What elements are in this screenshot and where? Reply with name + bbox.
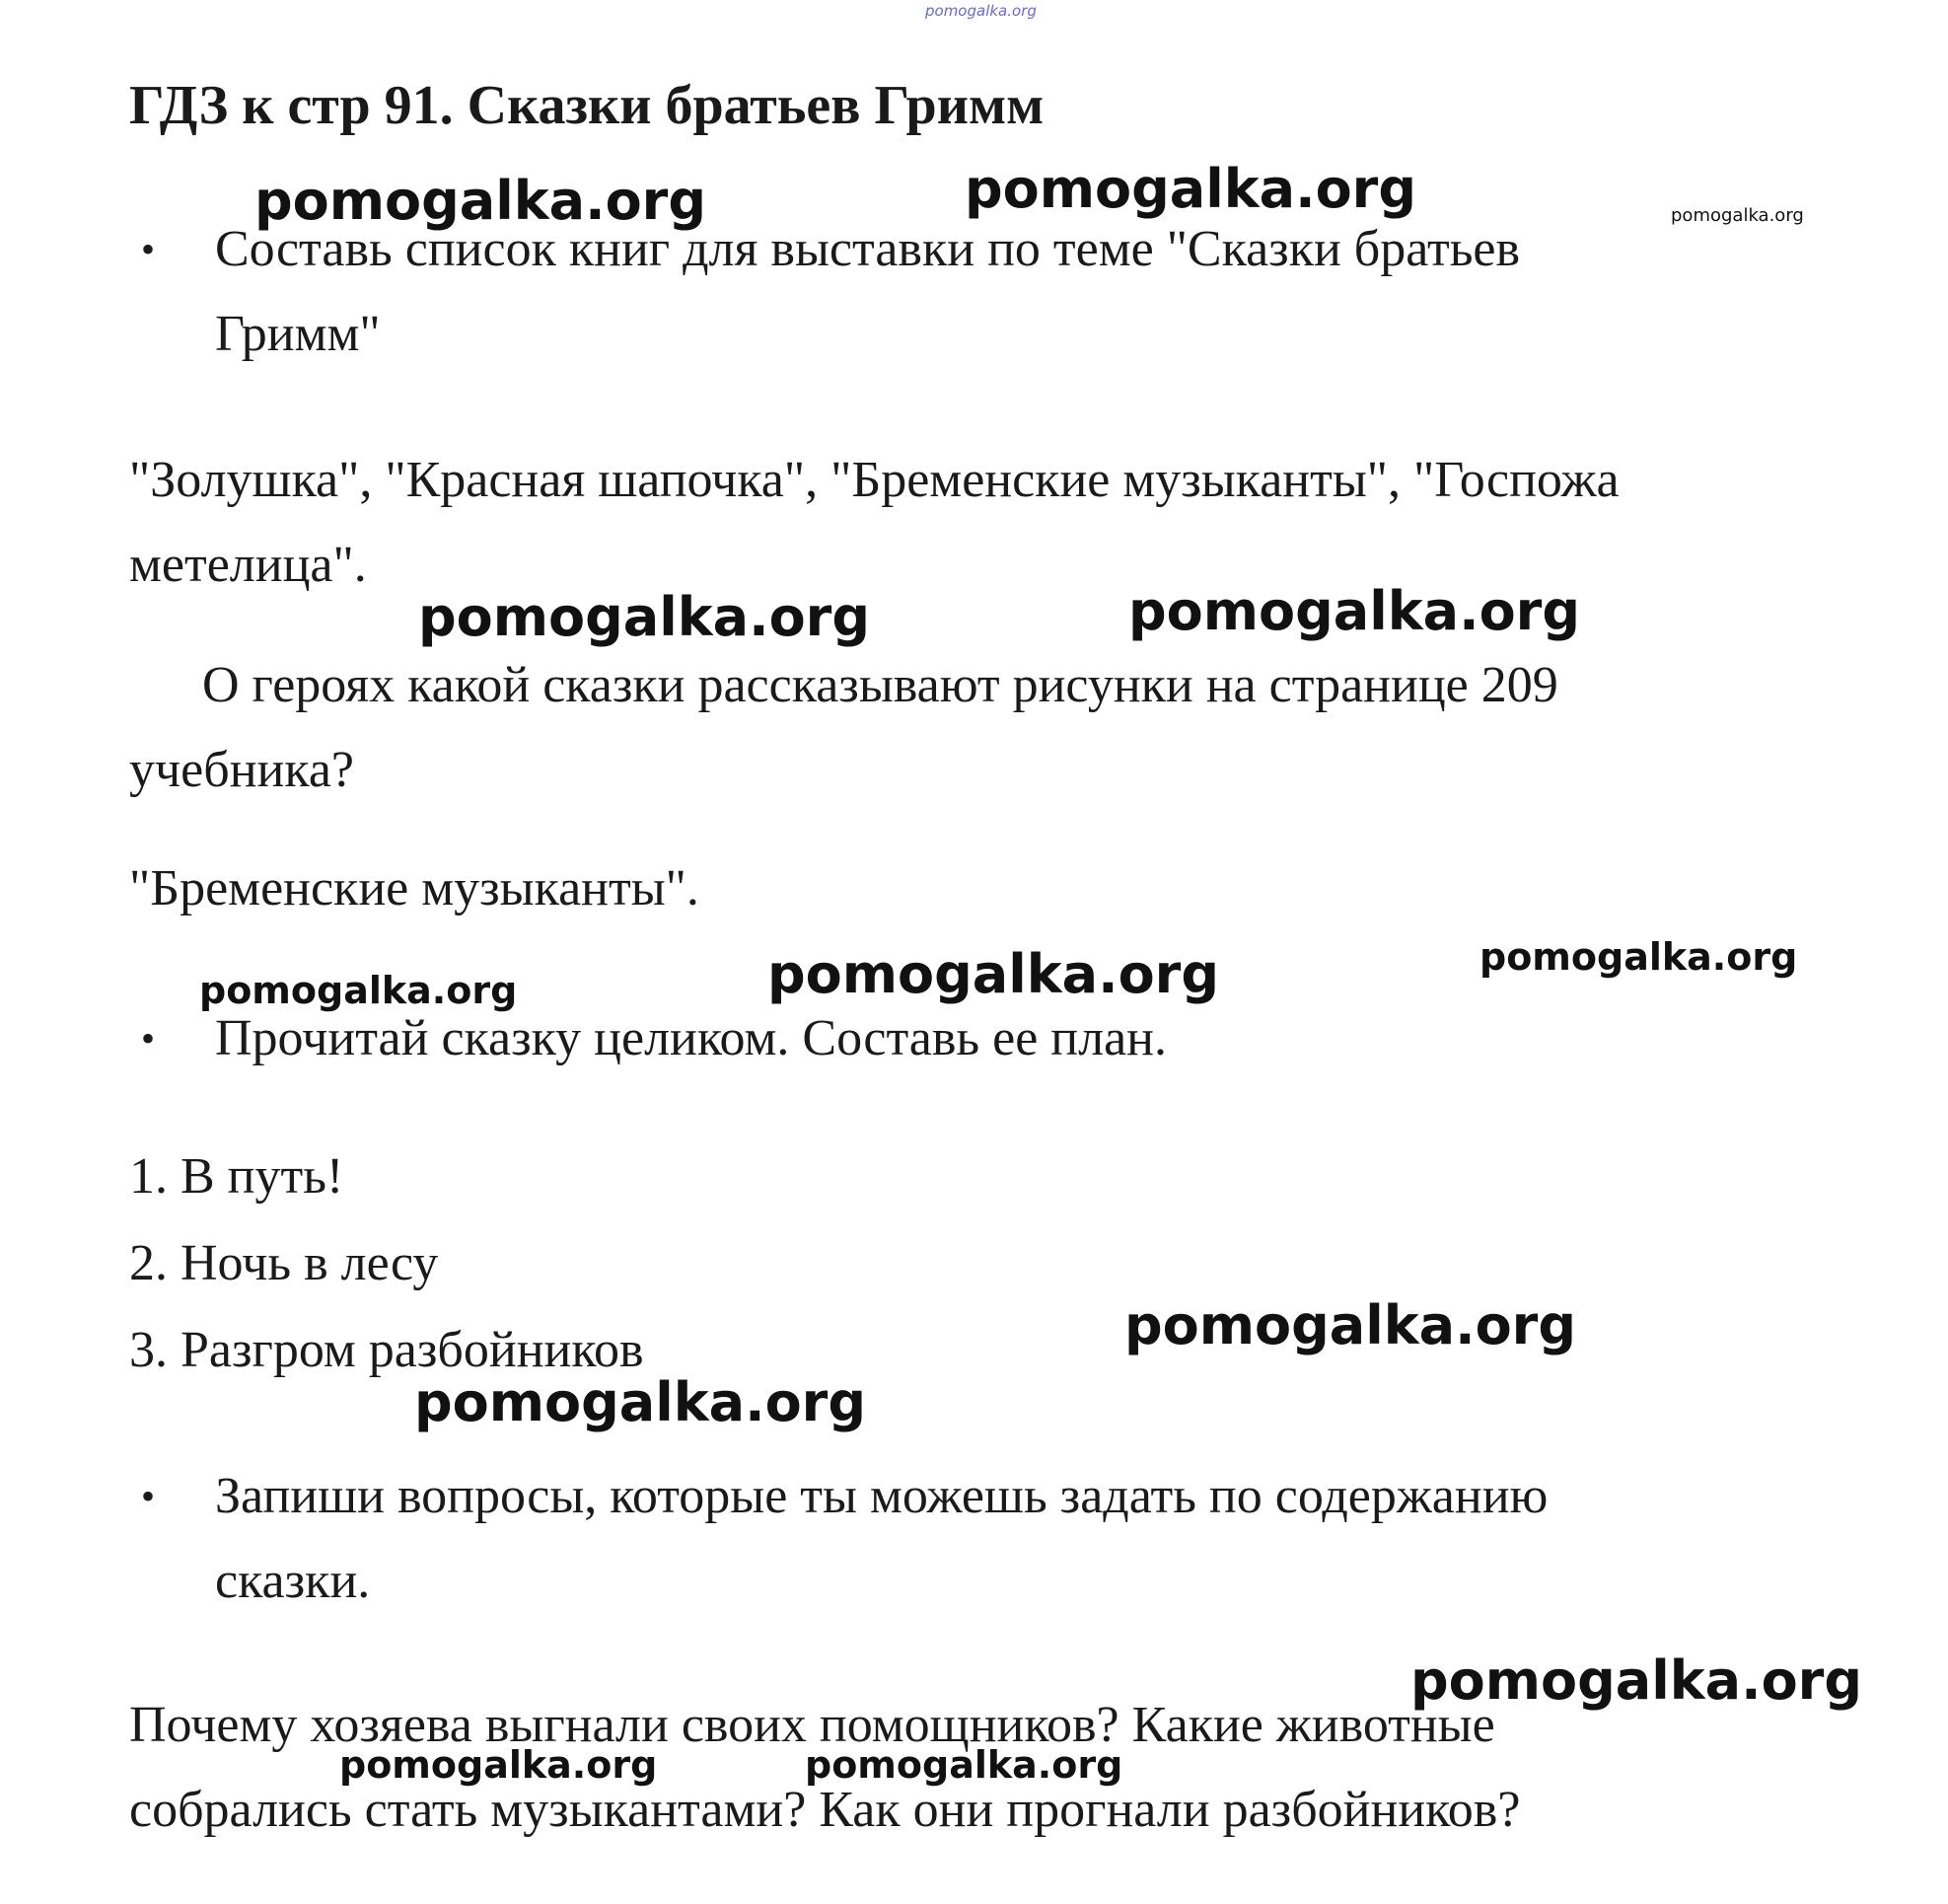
watermark-text: pomogalka.org xyxy=(965,158,1416,220)
watermark-text: pomogalka.org xyxy=(1671,205,1804,226)
watermark-text: pomogalka.org xyxy=(1128,580,1580,642)
task-1-line-1: Составь список книг для выставки по теме "Сказки братьев xyxy=(215,221,1521,277)
plan-item-1: 1. В путь! xyxy=(129,1148,344,1205)
answer-2: "Бременские музыканты". xyxy=(129,860,699,916)
answer-4-line-1: Почему хозяева выгнали своих помощников? Какие животные xyxy=(129,1697,1495,1753)
task-4-line-1: Запиши вопросы, которые ты можешь задать по содержанию xyxy=(215,1468,1549,1524)
watermark-text: pomogalka.org xyxy=(254,170,706,232)
watermark-text: pomogalka.org xyxy=(805,1743,1123,1787)
watermark-text: pomogalka.org xyxy=(1410,1649,1862,1712)
bullet-task-1: • xyxy=(141,227,156,271)
watermark-text: pomogalka.org xyxy=(414,1371,866,1433)
answer-1-line-1: "Золушка", "Красная шапочка", "Бременские музыканты", "Госпожа xyxy=(129,452,1620,508)
watermark-text: pomogalka.org xyxy=(1479,935,1798,979)
watermark-text: pomogalka.org xyxy=(199,969,518,1012)
answer-1-line-2: метелица". xyxy=(129,537,367,593)
plan-item-3: 3. Разгром разбойников xyxy=(129,1322,644,1378)
watermark-text: pomogalka.org xyxy=(767,943,1219,1005)
plan-item-2: 2. Ночь в лесу xyxy=(129,1235,439,1291)
header-watermark: pomogalka.org xyxy=(925,2,1037,20)
answer-4-line-2: собрались стать музыкантами? Как они прогнали разбойников? xyxy=(129,1782,1521,1838)
watermark-text: pomogalka.org xyxy=(418,586,870,648)
bullet-task-3: • xyxy=(141,1016,156,1061)
task-1-line-2: Гримм" xyxy=(215,306,381,362)
watermark-text: pomogalka.org xyxy=(339,1743,658,1787)
task-2-line-1: О героях какой сказки рассказывают рисунки на странице 209 xyxy=(202,657,1558,713)
bullet-task-4: • xyxy=(141,1474,156,1518)
task-2-line-2: учебника? xyxy=(129,742,354,798)
task-3-line-1: Прочитай сказку целиком. Составь ее план. xyxy=(215,1010,1167,1066)
page-title: ГДЗ к стр 91. Сказки братьев Гримм xyxy=(129,75,1045,136)
task-4-line-2: сказки. xyxy=(215,1553,371,1609)
watermark-text: pomogalka.org xyxy=(1124,1294,1576,1356)
